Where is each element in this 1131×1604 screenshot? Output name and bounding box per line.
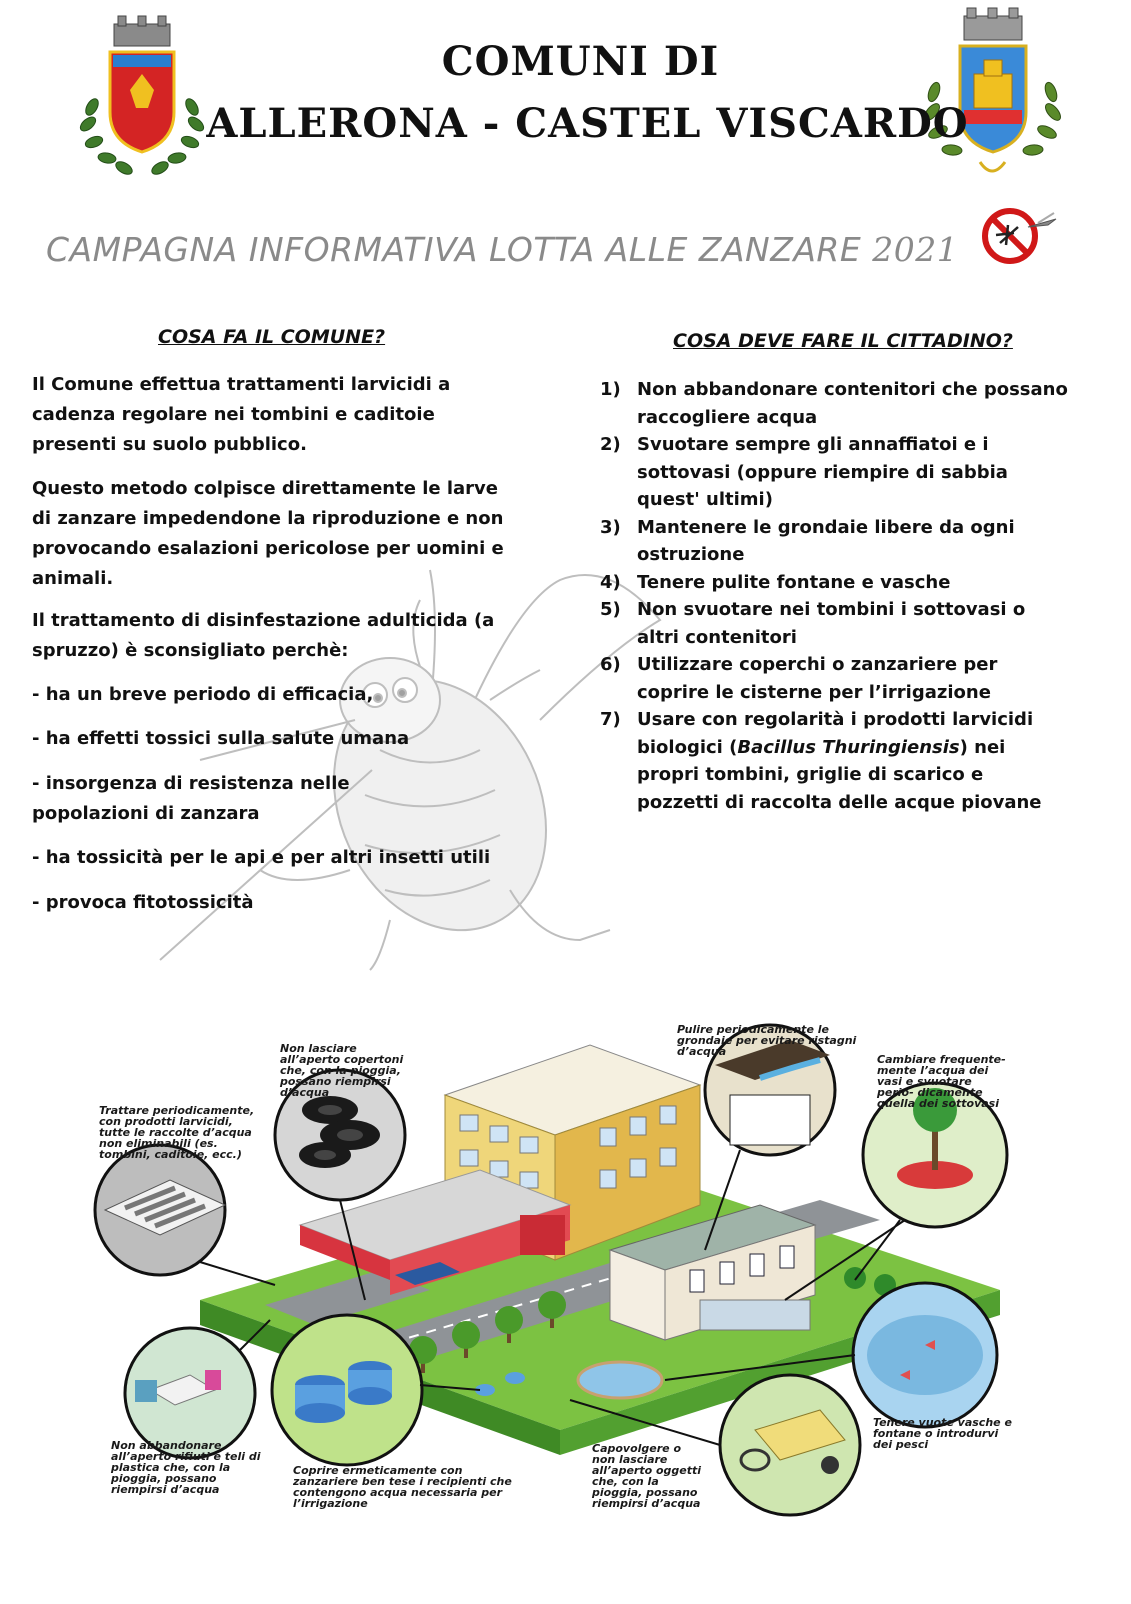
label-ponds: Tenere vuote vasche e fontane o introdurvi dei pesci <box>873 1416 1012 1451</box>
label-waste: Non abbandonare all’aperto rifiuti e teli di plastica che, con la pioggia, possano riempirsi d’acqua <box>111 1439 261 1496</box>
label-tires: Non lasciare all’aperto copertoni che, con la pioggia, possano riempirsi d’acqua <box>280 1042 404 1099</box>
step-text: Non svuotare nei tombini i sottovasi o altri contenitori <box>637 599 1026 648</box>
step-number: 7) <box>600 709 621 730</box>
step-number: 6) <box>600 654 621 675</box>
list-item <box>600 514 1070 569</box>
label-drains: Trattare periodicamente, con prodotti larvicidi, tutte le raccolte d’acqua non eliminabili (es. tombini, caditoie, ecc.) <box>99 1104 255 1161</box>
label-irrigation: Coprire ermeticamente con zanzariere ben tese i recipienti che contengono acqua necessaria per l’irrigazione <box>293 1464 512 1510</box>
left-bullet-1: - ha un breve periodo di efficacia, <box>32 684 374 705</box>
header-title-line1: COMUNI DI <box>441 38 720 85</box>
left-bullet-3: - insorgenza di resistenza nelle popolazioni di zanzara <box>32 773 350 824</box>
list-item <box>600 569 1070 597</box>
step-number: 3) <box>600 516 621 538</box>
campaign-title <box>46 230 958 269</box>
label-objects: Capovolgere o non lasciare all’aperto oggetti che, con la pioggia, possano riempirsi d’acqua <box>592 1442 702 1510</box>
coat-of-arms-castel-viscardo <box>920 2 1065 192</box>
step-text: Utilizzare coperchi o zanzariere per coprire le cisterne per l’irrigazione <box>637 654 998 703</box>
step-text: Non abbandonare contenitori che possano raccogliere acqua <box>637 379 1068 428</box>
step-text: Usare con regolarità i prodotti larvicidi biologici ( <box>637 709 1034 758</box>
right-heading: COSA DEVE FARE IL CITTADINO? <box>673 330 1013 352</box>
citizen-steps-list <box>600 376 1070 816</box>
step-number: 2) <box>600 434 621 455</box>
list-item <box>600 376 1070 431</box>
campaign-year: 2021 <box>872 230 959 269</box>
step-number: 5) <box>600 599 621 620</box>
header-title-line2: ALLERONA - CASTEL VISCARDO <box>206 100 969 147</box>
step-number: 4) <box>600 571 621 593</box>
left-heading: COSA FA IL COMUNE? <box>158 326 386 348</box>
list-item <box>600 706 1070 816</box>
no-mosquito-icon <box>978 205 1060 267</box>
step-text-end: ) nei propri tombini, griglie di scarico e pozzetti di raccolta delle acque piovane <box>637 736 1042 813</box>
left-paragraph-1: Il Comune effettua trattamenti larvicidi a cadenza regolare nei tombini e caditoie presenti su suolo pubblico. <box>32 374 451 455</box>
left-bullet-2: - ha effetti tossici sulla salute umana <box>32 728 410 749</box>
list-item <box>600 431 1070 514</box>
step-text: Mantenere le grondaie libere da ogni ostruzione <box>637 516 1015 565</box>
step-text: Svuotare sempre gli annaffiatoi e i sottovasi (oppure riempire di sabbia quest' ultimi) <box>637 434 1008 510</box>
left-paragraph-3: Il trattamento di disinfestazione adulticida (a spruzzo) è sconsigliato perchè: <box>32 610 495 661</box>
step-text-species: Bacillus Thuringiensis <box>737 736 960 758</box>
step-text: Tenere pulite fontane e vasche <box>637 571 951 593</box>
label-gutters: Pulire periodicamente le grondaie per evitare ristagni d’acqua <box>677 1023 857 1058</box>
campaign-text: CAMPAGNA INFORMATIVA LOTTA ALLE ZANZARE <box>46 230 862 269</box>
left-bullet-5: - provoca fitotossicità <box>32 892 254 913</box>
left-bullet-4: - ha tossicità per le api e per altri insetti utili <box>32 847 491 868</box>
list-item <box>600 651 1070 706</box>
left-paragraph-2: Questo metodo colpisce direttamente le larve di zanzare impedendone la riproduzione e non provocando esalazioni pericolose per uomini e animali. <box>32 478 504 589</box>
list-item <box>600 596 1070 651</box>
step-number: 1) <box>600 379 621 400</box>
label-pots: Cambiare frequente- mente l’acqua dei vasi e svuotare perio- dicamente quella dei sottovasi <box>877 1053 1006 1110</box>
